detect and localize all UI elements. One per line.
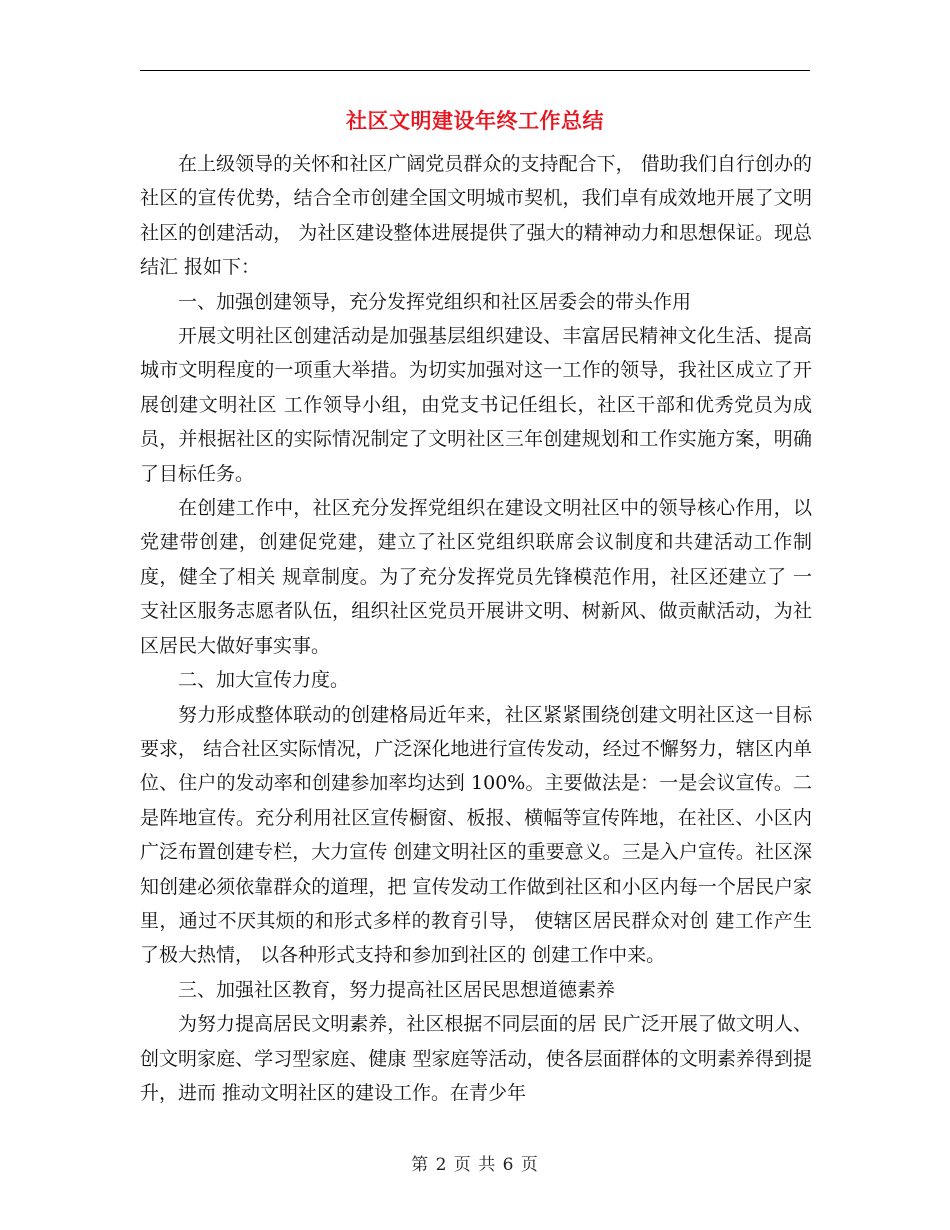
heading-section-3: 三、加强社区教育，努力提高社区居民思想道德素养 (178, 978, 616, 1001)
document-title: 社区文明建设年终工作总结 (346, 108, 604, 133)
header-rule (140, 70, 810, 71)
document-body (140, 147, 812, 1110)
paragraph-intro: 在上级领导的关怀和社区广阔党员群众的支持配合下， 借助我们自行创办的社区的宣传优势，结合全市创建全国文明城市契机，我们卓有成效地开展了文明社区的创建活动， 为社区建设整体进展提供了强大的精神动力和思想保证。现总结汇 报如下： (140, 153, 812, 279)
heading-section-1: 一、加强创建领导，充分发挥党组织和社区居委会的带头作用 (178, 290, 692, 313)
heading-section-2: 二、加大宣传力度。 (178, 669, 350, 692)
paragraph: 在创建工作中，社区充分发挥党组织在建设文明社区中的领导核心作用，以党建带创建，创建促党建，建立了社区党组织联席会议制度和共建活动工作制度，健全了相关 规章制度。为了充分发挥党员先锋模范作用，社区还建立了 一支社区服务志愿者队伍，组织社区党员开展讲文明、树新风、做贡献活动，为社区居民大做好事实事。 (140, 497, 812, 657)
paragraph: 为努力提高居民文明素养，社区根据不同层面的居 民广泛开展了做文明人、创文明家庭、学习型家庭、健康 型家庭等活动，使各层面群体的文明素养得到提升，进而 推动文明社区的建设工作。在青少年 (140, 1013, 812, 1104)
paragraph: 开展文明社区创建活动是加强基层组织建设、丰富居民精神文化生活、提高城市文明程度的一项重大举措。为切实加强对这一工作的领导，我社区成立了开展创建文明社区 工作领导小组，由党支书记任组长，社区干部和优秀党员为成员，并根据社区的实际情况制定了文明社区三年创建规划和工作实施方案，明确了目标任务。 (140, 325, 812, 485)
paragraph: 努力形成整体联动的创建格局近年来，社区紧紧围绕创建文明社区这一目标要求， 结合社区实际情况，广泛深化地进行宣传发动，经过不懈努力，辖区内单位、住户的发动率和创建参加率均达到 100%。主要做法是：一是会议宣传。二是阵地宣传。充分利用社区宣传橱窗、板报、横幅等宣传阵地，在社区、小区内广泛布置创建专栏，大力宣传 创建文明社区的重要意义。三是入户宣传。社区深知创建必须依靠群众的道理，把 宣传发动工作做到社区和小区内每一个居民户家里，通过不厌其烦的和形式多样的教育引导， 使辖区居民群众对创 建工作产生了极大热情， 以各种形式支持和参加到社区的 创建工作中来。 (140, 703, 812, 967)
page-number: 第 2 页 共 6 页 (411, 1155, 539, 1175)
